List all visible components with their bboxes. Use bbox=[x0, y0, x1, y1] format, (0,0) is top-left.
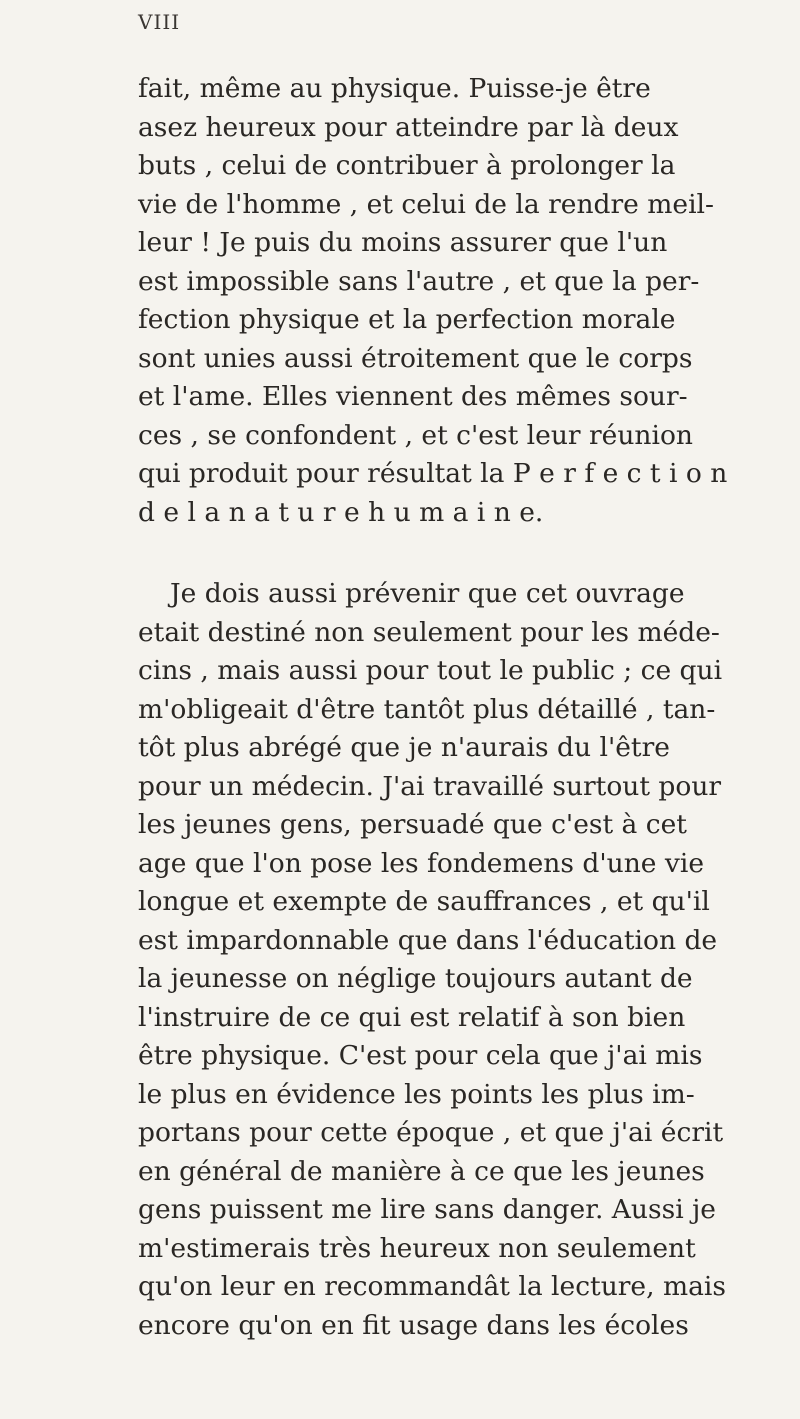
text-line: les jeunes gens, persuadé que c'est à cet bbox=[138, 809, 687, 840]
text-line: longue et exempte de sauffrances , et qu'il bbox=[138, 886, 710, 917]
text-line: et l'ame. Elles viennent des mêmes sour- bbox=[138, 381, 688, 412]
text-line: gens puissent me lire sans danger. Aussi je bbox=[138, 1194, 716, 1225]
text-line: le plus en évidence les points les plus im- bbox=[138, 1078, 695, 1110]
text-line: etait destiné non seulement pour les méde- bbox=[138, 616, 720, 648]
text-line: age que l'on pose les fondemens d'une vie bbox=[138, 847, 705, 879]
text-line: la jeunesse on néglige toujours autant de bbox=[138, 963, 693, 994]
text-line: cins , mais aussi pour tout le public ; ce qui bbox=[138, 655, 723, 686]
text-line: en général de manière à ce que les jeunes bbox=[138, 1155, 705, 1187]
paragraph-break bbox=[138, 532, 768, 575]
text-line: est impossible sans l'autre , et que la per- bbox=[138, 265, 700, 297]
text-line: asez heureux pour atteindre par là deux bbox=[138, 111, 679, 143]
text-line: fait, même au physique. Puisse-je être bbox=[138, 73, 651, 104]
text-line: buts , celui de contribuer à prolonger la bbox=[138, 150, 676, 181]
text-line: d e l a n a t u r e h u m a i n e. bbox=[138, 496, 544, 528]
body-text bbox=[138, 70, 768, 1345]
text-line: ces , se confondent , et c'est leur réunion bbox=[138, 419, 693, 451]
text-line: qu'on leur en recommandât la lecture, mais bbox=[138, 1271, 726, 1302]
text-line: pour un médecin. J'ai travaillé surtout pour bbox=[138, 770, 722, 802]
text-line: encore qu'on en fit usage dans les écoles bbox=[138, 1309, 689, 1341]
text-line: leur ! Je puis du moins assurer que l'un bbox=[138, 227, 668, 258]
text-line: l'instruire de ce qui est relatif à son bien bbox=[138, 1001, 686, 1033]
text-line: portans pour cette époque , et que j'ai écrit bbox=[138, 1117, 724, 1148]
text-line: qui produit pour résultat la P e r f e c t i o n bbox=[138, 458, 728, 489]
page-number: VIII bbox=[138, 10, 181, 34]
text-line: tôt plus abrégé que je n'aurais du l'être bbox=[138, 732, 670, 763]
text-line: Je dois aussi prévenir que cet ouvrage bbox=[170, 578, 685, 609]
text-line: sont unies aussi étroitement que le corps bbox=[138, 342, 693, 374]
text-line: fection physique et la perfection morale bbox=[138, 304, 676, 335]
text-line: m'estimerais très heureux non seulement bbox=[138, 1232, 696, 1264]
text-line: est impardonnable que dans l'éducation de bbox=[138, 924, 718, 956]
text-line: vie de l'homme , et celui de la rendre meil- bbox=[138, 188, 714, 220]
text-line: m'obligeait d'être tantôt plus détaillé , tan- bbox=[138, 693, 716, 725]
text-line: être physique. C'est pour cela que j'ai mis bbox=[138, 1040, 703, 1071]
